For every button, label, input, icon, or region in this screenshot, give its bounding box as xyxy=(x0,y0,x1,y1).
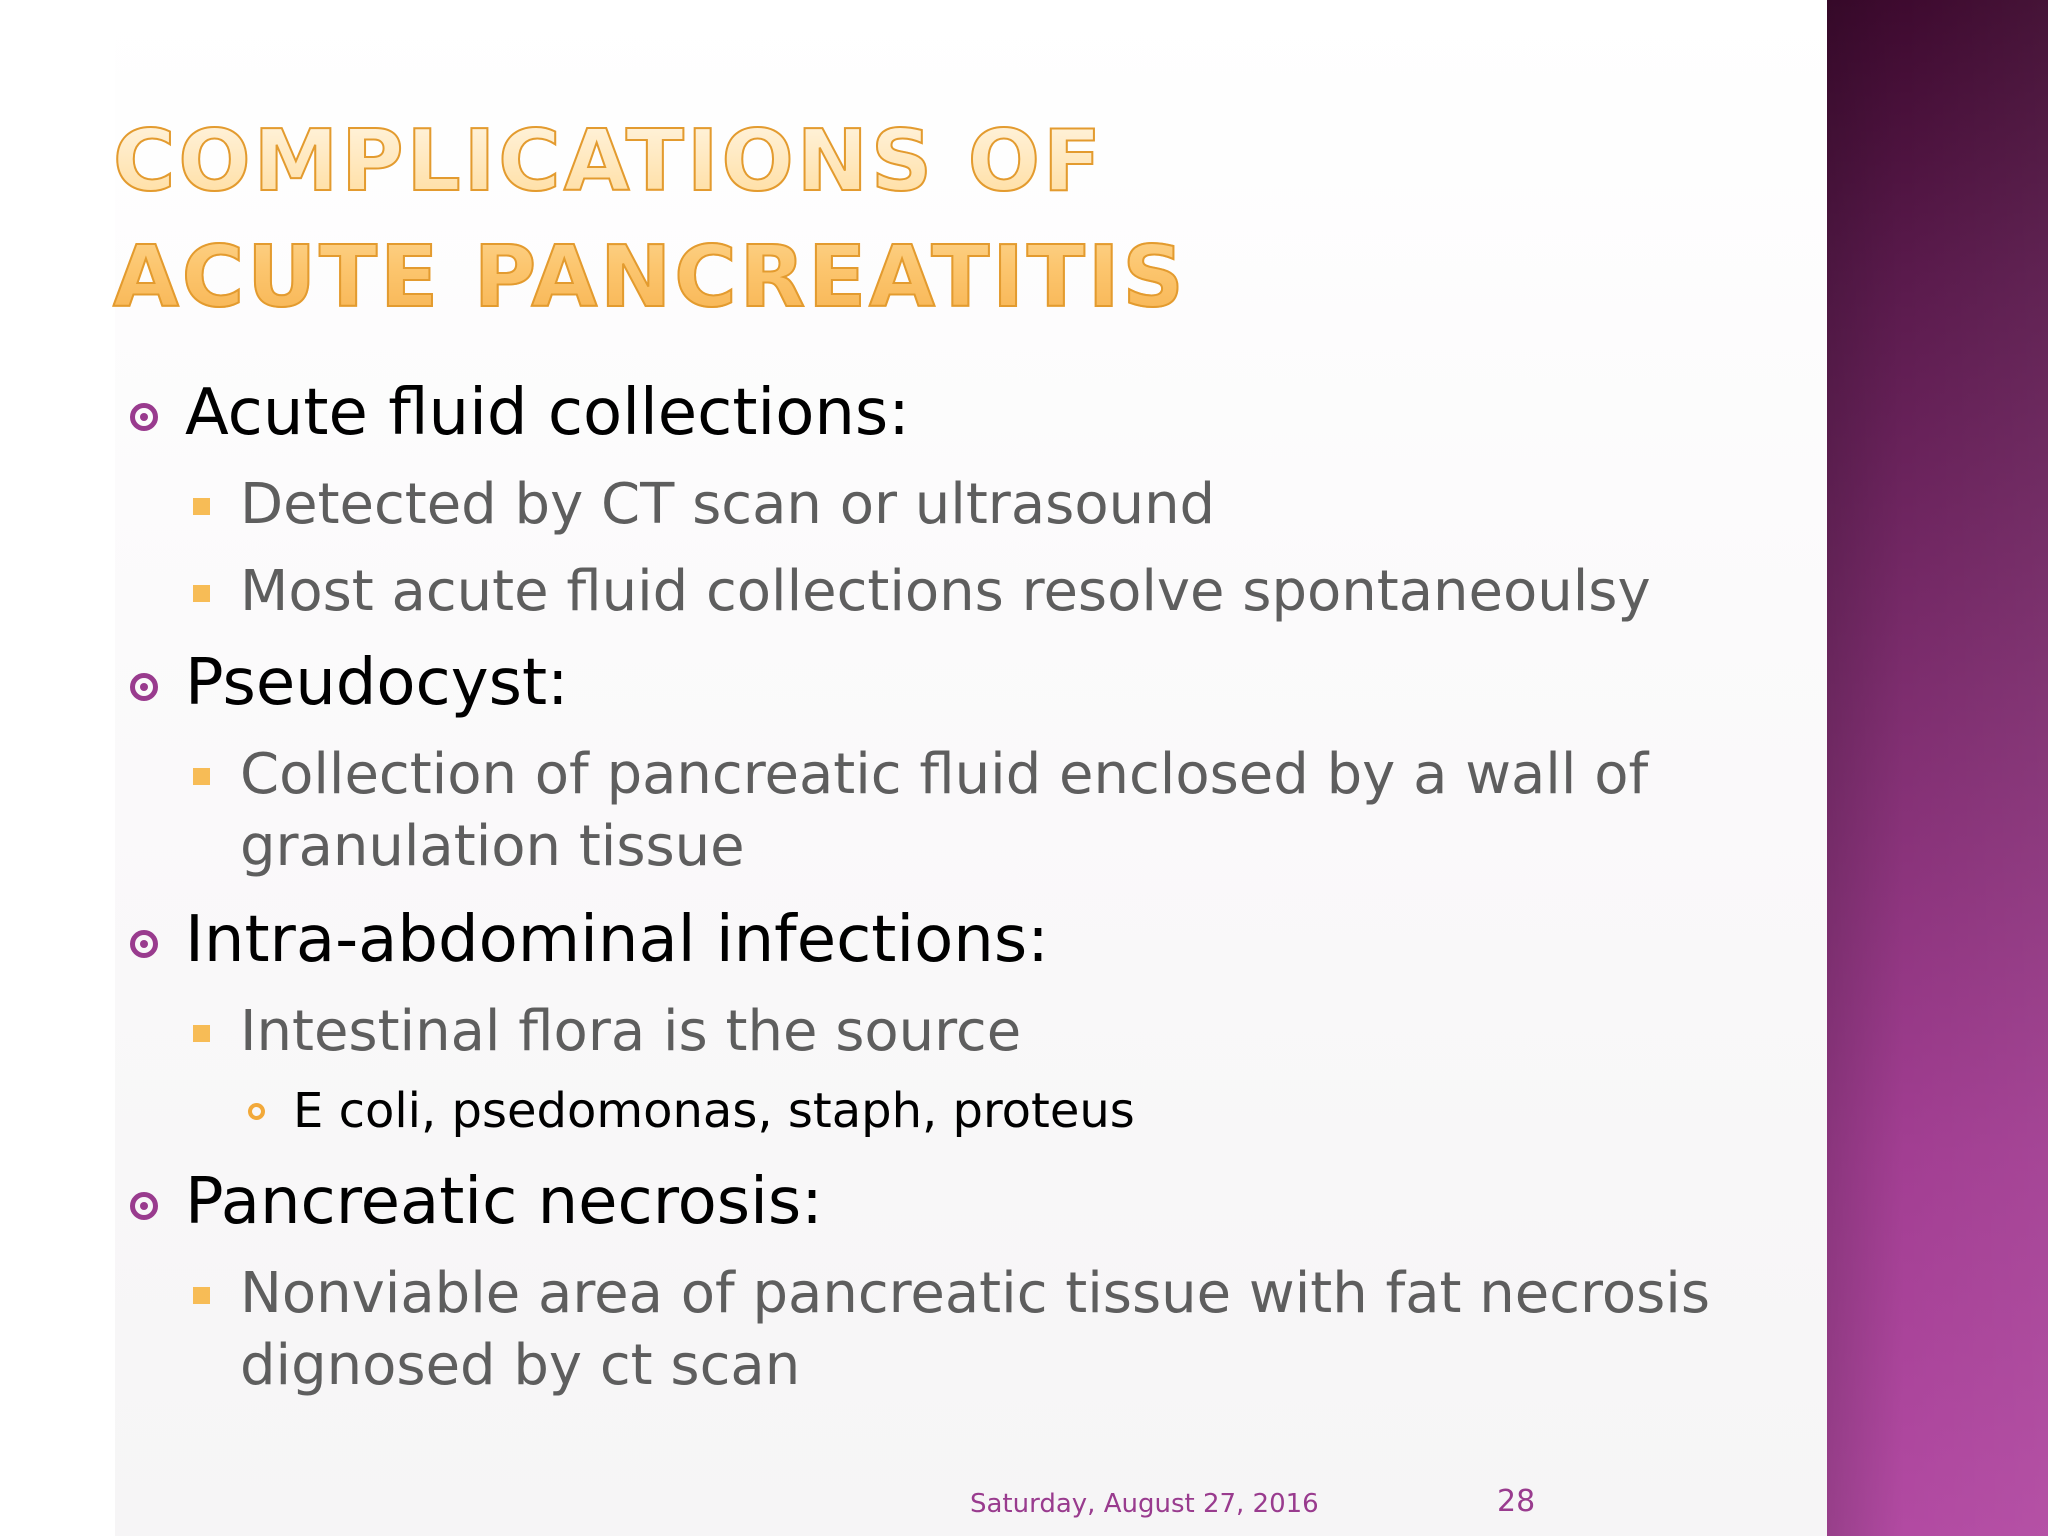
bullet-pancreatic-necrosis: Pancreatic necrosis: xyxy=(185,1165,823,1239)
slide-title: COMPLICATIONS OF ACUTE PANCREATITIS xyxy=(113,104,1413,336)
circled-dot-bullet-icon xyxy=(130,930,158,958)
circled-dot-bullet-icon xyxy=(130,403,158,431)
square-bullet-icon xyxy=(193,1287,210,1304)
subbullet-collection-line1: Collection of pancreatic fluid enclosed by a wall of xyxy=(240,742,1649,807)
footer-date: Saturday, August 27, 2016 xyxy=(970,1489,1319,1519)
subbullet-nonviable-line2: dignosed by ct scan xyxy=(240,1333,801,1398)
subsubbullet-organisms: E coli, psedomonas, staph, proteus xyxy=(293,1083,1135,1139)
circled-dot-bullet-icon xyxy=(130,1192,158,1220)
square-bullet-icon xyxy=(193,1025,210,1042)
square-bullet-icon xyxy=(193,768,210,785)
bullet-acute-fluid-collections: Acute fluid collections: xyxy=(185,376,910,450)
bullet-intra-abdominal-infections: Intra-abdominal infections: xyxy=(185,903,1049,977)
subbullet-intestinal-flora: Intestinal flora is the source xyxy=(240,999,1022,1064)
subbullet-collection-line2: granulation tissue xyxy=(240,814,745,879)
subbullet-nonviable-line1: Nonviable area of pancreatic tissue with fat necrosis xyxy=(240,1261,1710,1326)
square-bullet-icon xyxy=(193,498,210,515)
subbullet-detected-by-ct: Detected by CT scan or ultrasound xyxy=(240,472,1216,537)
circled-dot-bullet-icon xyxy=(130,673,158,701)
slide-number: 28 xyxy=(1497,1484,1536,1519)
subbullet-resolve-spontaneously: Most acute fluid collections resolve spontaneoulsy xyxy=(240,559,1651,624)
ring-bullet-icon xyxy=(248,1103,265,1120)
square-bullet-icon xyxy=(193,585,210,602)
bullet-pseudocyst: Pseudocyst: xyxy=(185,646,569,720)
side-band-shading xyxy=(1827,0,2048,1536)
